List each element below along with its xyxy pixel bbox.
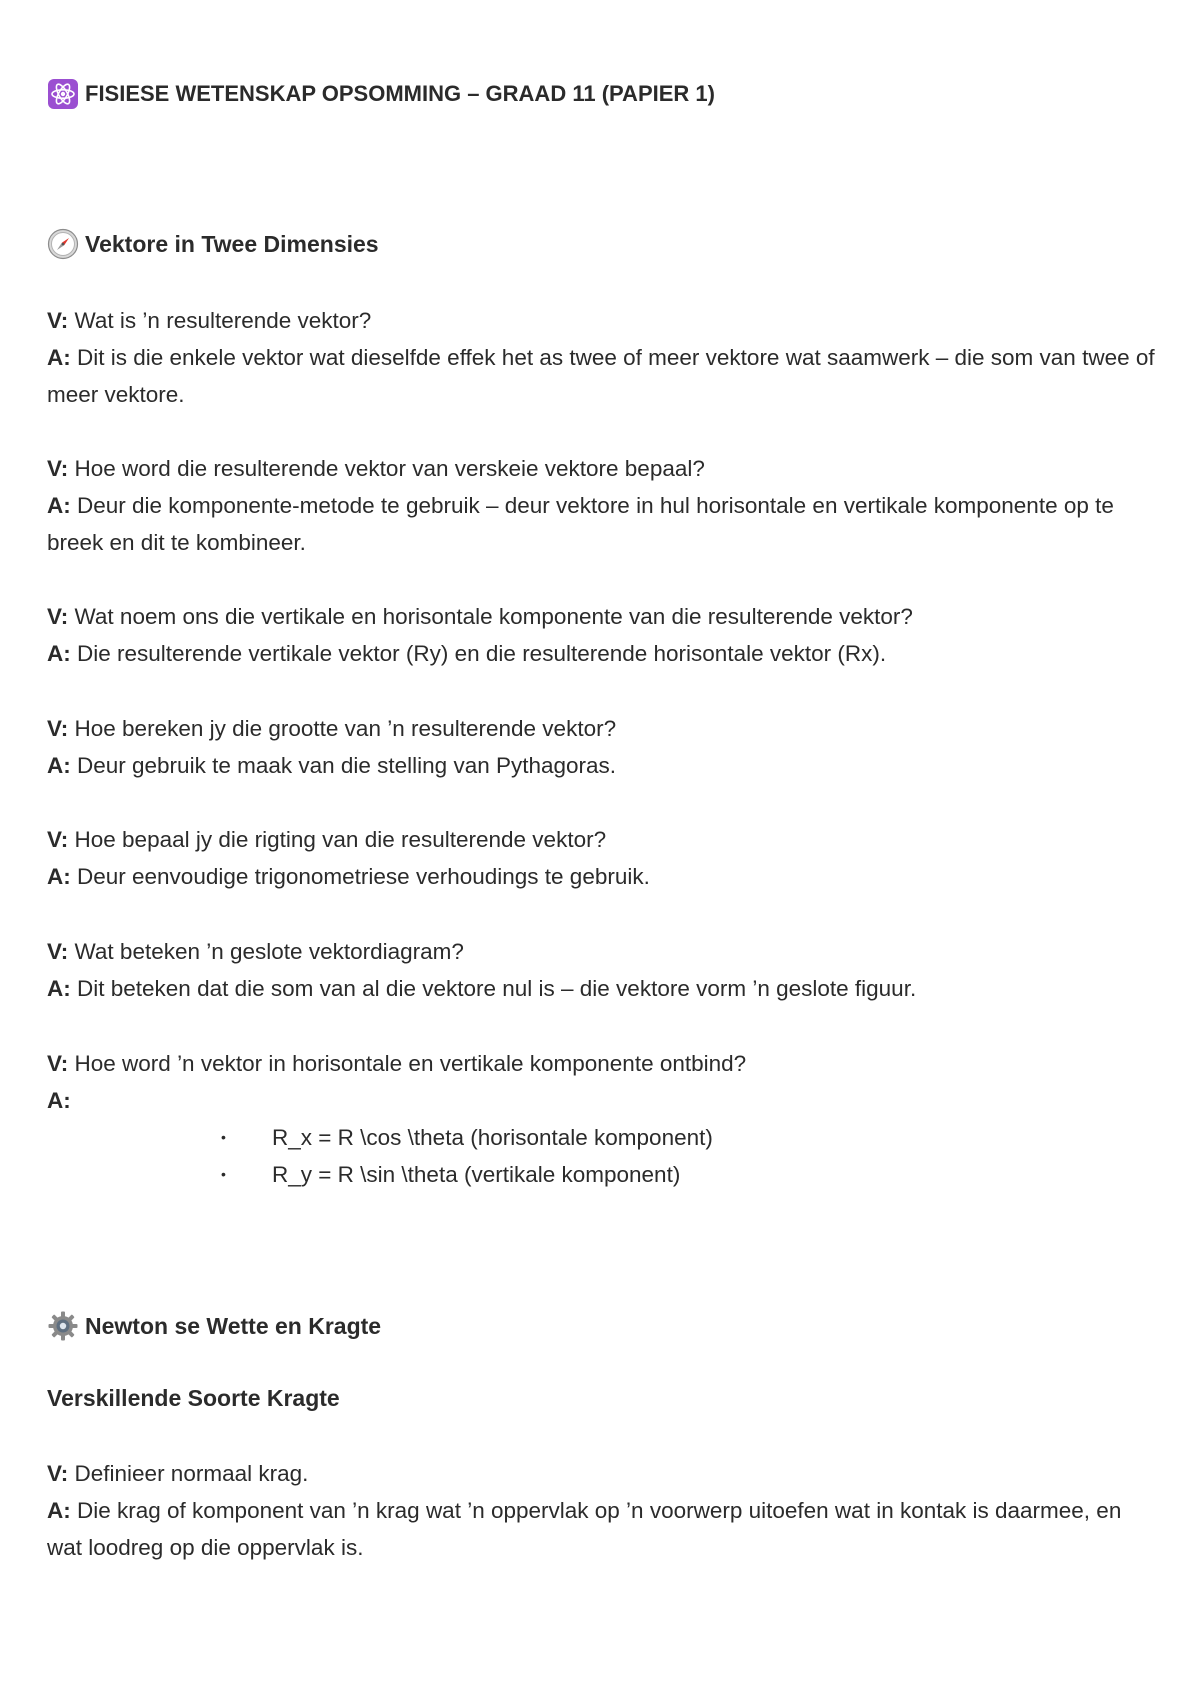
- question-label: V:: [47, 716, 69, 741]
- answer-text: Dit is die enkele vektor wat dieselfde effek het as twee of meer vektore wat saamwerk – die som van twee of meer vektore.: [47, 345, 1155, 407]
- question: [47, 821, 1157, 858]
- question: [47, 933, 1157, 970]
- qa-item: [47, 598, 1157, 672]
- answer-text: Die krag of komponent van ’n krag wat ’n oppervlak op ’n voorwerp uitoefen wat in kontak is daarmee, en wat loodreg op die oppervlak is.: [47, 1498, 1122, 1560]
- section-heading-text: Newton se Wette en Kragte: [85, 1312, 382, 1339]
- section-heading-text: Vektore in Twee Dimensies: [85, 230, 379, 257]
- document-title-text: FISIESE WETENSKAP OPSOMMING – GRAAD 11 (PAPIER 1): [85, 81, 715, 106]
- question-text: Wat is ’n resulterende vektor?: [68, 308, 372, 333]
- question: [47, 1455, 1157, 1492]
- qa-item: [47, 302, 1157, 413]
- answer: [47, 487, 1157, 561]
- question-text: Wat beteken ’n geslote vektordiagram?: [68, 939, 464, 964]
- qa-item: [47, 1455, 1157, 1566]
- answer: [47, 339, 1157, 413]
- bullet-icon: •: [221, 1129, 226, 1145]
- question-label: V:: [47, 827, 69, 852]
- question-label: V:: [47, 308, 69, 333]
- section-heading-vektore: [47, 228, 379, 260]
- question: [47, 710, 1157, 747]
- answer: [47, 858, 1157, 895]
- answer-text: Dit beteken dat die som van al die vektore nul is – die vektore vorm ’n geslote figuur.: [70, 976, 917, 1001]
- answer-text: Deur gebruik te maak van die stelling van Pythagoras.: [70, 753, 617, 778]
- question-label: V:: [47, 604, 69, 629]
- question-text: Hoe word ’n vektor in horisontale en vertikale komponente ontbind?: [68, 1051, 747, 1076]
- question-text: Hoe bereken jy die grootte van ’n resulterende vektor?: [68, 716, 617, 741]
- answer-label: A:: [47, 493, 71, 518]
- qa-item: [47, 1045, 1157, 1193]
- question-label: V:: [47, 1461, 69, 1486]
- section-heading-newton: [47, 1310, 381, 1342]
- formula-text: R_x = R \cos \theta (horisontale komponent): [272, 1125, 713, 1150]
- atom-symbol-icon: [47, 78, 79, 110]
- answer-label: A:: [47, 864, 71, 889]
- qa-item: [47, 450, 1157, 561]
- answer: [47, 970, 1157, 1007]
- question-label: V:: [47, 939, 69, 964]
- question-label: V:: [47, 1051, 69, 1076]
- question-text: Hoe word die resulterende vektor van verskeie vektore bepaal?: [68, 456, 705, 481]
- qa-item: [47, 933, 1157, 1007]
- answer-label: A:: [47, 1088, 71, 1113]
- answer-text: Die resulterende vertikale vektor (Ry) en die resulterende horisontale vektor (Rx).: [70, 641, 887, 666]
- question: [47, 1045, 1157, 1082]
- bullet-icon: •: [221, 1166, 226, 1182]
- answer-label: A:: [47, 641, 71, 666]
- answer-text: Deur eenvoudige trigonometriese verhoudings te gebruik.: [70, 864, 650, 889]
- subheading-kragte: Verskillende Soorte Kragte: [47, 1385, 340, 1411]
- answer: [47, 1082, 1157, 1119]
- answer-label: A:: [47, 976, 71, 1001]
- document-title: [47, 78, 715, 110]
- qa-item: [47, 710, 1157, 784]
- question: [47, 450, 1157, 487]
- question-text: Definieer normaal krag.: [68, 1461, 309, 1486]
- answer-label: A:: [47, 345, 71, 370]
- question-text: Wat noem ons die vertikale en horisontale komponente van die resulterende vektor?: [68, 604, 913, 629]
- answer-label: A:: [47, 753, 71, 778]
- answer-text: Deur die komponente-metode te gebruik – deur vektore in hul horisontale en vertikale komponente op te breek en dit te kombineer.: [47, 493, 1114, 555]
- list-item: [47, 1119, 1157, 1156]
- list-item: [47, 1156, 1157, 1193]
- answer-label: A:: [47, 1498, 71, 1523]
- formula-list: [47, 1119, 1157, 1193]
- answer: [47, 747, 1157, 784]
- qa-item: [47, 821, 1157, 895]
- gear-icon: [47, 1310, 79, 1342]
- answer: [47, 1492, 1157, 1566]
- question: [47, 302, 1157, 339]
- question-label: V:: [47, 456, 69, 481]
- compass-icon: [47, 228, 79, 260]
- answer: [47, 635, 1157, 672]
- formula-text: R_y = R \sin \theta (vertikale komponent): [272, 1162, 681, 1187]
- question-text: Hoe bepaal jy die rigting van die resulterende vektor?: [68, 827, 607, 852]
- question: [47, 598, 1157, 635]
